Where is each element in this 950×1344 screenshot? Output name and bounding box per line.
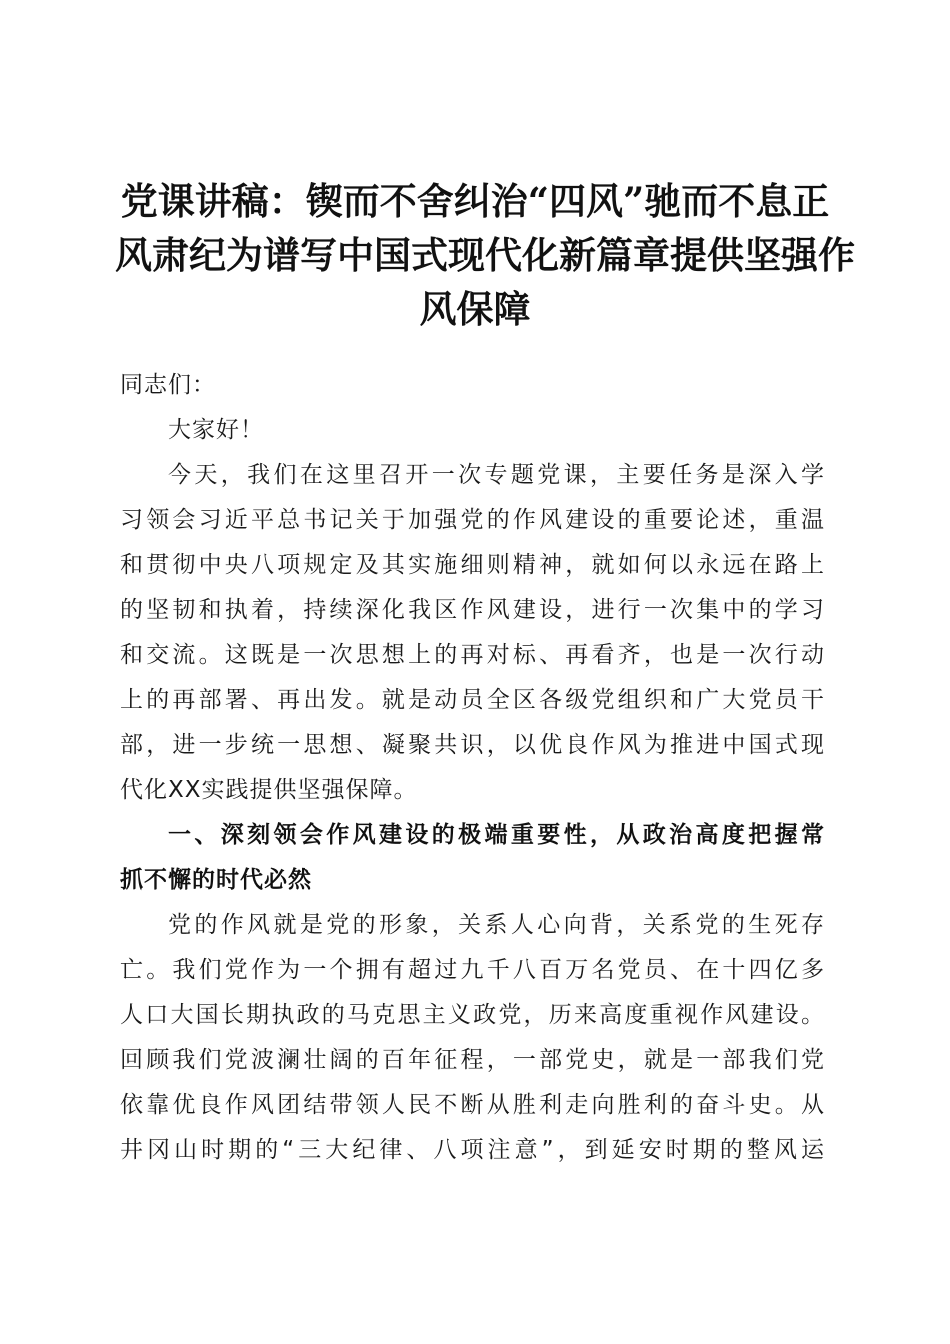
heading-line: 一、深刻领会作风建设的极端重要性，从政治高度把握常 — [168, 822, 825, 848]
paragraph-line: 回顾我们党波澜壮阔的百年征程，一部党史，就是一部我们党 — [120, 1047, 825, 1073]
paragraph-line: 上的再部署、再出发。就是动员全区各级党组织和广大党员干 — [120, 687, 825, 713]
title-line: 党课讲稿：锲而不舍纠治“四风”驰而不息正 — [120, 179, 830, 223]
paragraph-line: 习领会习近平总书记关于加强党的作风建设的重要论述，重温 — [120, 507, 825, 533]
paragraph-line: 亡。我们党作为一个拥有超过九千八百万名党员、在十四亿多 — [120, 957, 825, 983]
title-line: 风保障 — [419, 287, 531, 331]
paragraph-section-1 — [120, 903, 825, 1173]
paragraph-line: 的坚韧和执着，持续深化我区作风建设，进行一次集中的学习 — [120, 597, 825, 623]
document-body — [120, 363, 825, 1173]
paragraph-line: 和贯彻中央八项规定及其实施细则精神，就如何以永远在路上 — [120, 552, 825, 578]
document-title — [115, 174, 855, 336]
paragraph-line: 井冈山时期的“三大纪律、八项注意”，到延安时期的整风运 — [120, 1137, 825, 1163]
heading-line: 抓不懈的时代必然 — [120, 867, 312, 893]
paragraph-line: 人口大国长期执政的马克思主义政党，历来高度重视作风建设。 — [120, 1002, 825, 1028]
paragraph-line: 和交流。这既是一次思想上的再对标、再看齐，也是一次行动 — [120, 642, 825, 668]
paragraph-line: 今天，我们在这里召开一次专题党课，主要任务是深入学 — [168, 462, 825, 488]
paragraph-line: 代化XX实践提供坚强保障。 — [120, 777, 418, 803]
section-heading — [120, 813, 825, 903]
paragraph-line: 部，进一步统一思想、凝聚共识，以优良作风为推进中国式现 — [120, 732, 825, 758]
title-line: 风肃纪为谱写中国式现代化新篇章提供坚强作 — [115, 233, 855, 277]
greeting: 大家好！ — [168, 417, 264, 443]
paragraph-line: 依靠优良作风团结带领人民不断从胜利走向胜利的奋斗史。从 — [120, 1092, 825, 1118]
salutation: 同志们： — [120, 372, 216, 398]
paragraph-line: 党的作风就是党的形象，关系人心向背，关系党的生死存 — [168, 912, 825, 938]
paragraph-intro — [120, 453, 825, 813]
